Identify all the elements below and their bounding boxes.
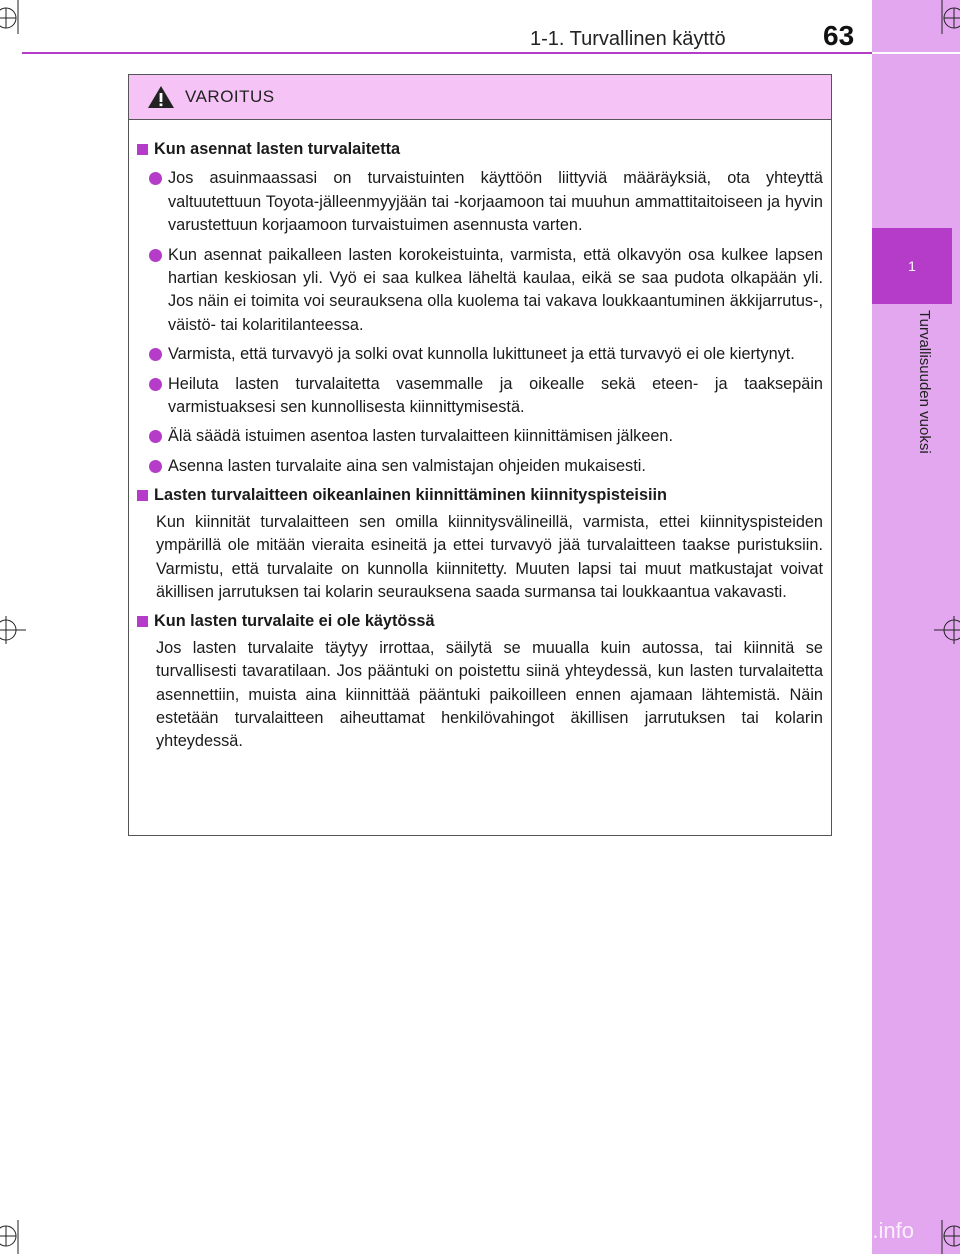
warning-title: VAROITUS xyxy=(185,87,275,106)
circle-bullet-icon xyxy=(149,378,162,391)
warning-box xyxy=(128,74,832,836)
list-item: Jos asuinmaassasi on turvaistuinten käyttöön liittyviä määräyksiä, ota yhteyttä valtuutettuun Toyota-jälleenmyyjään tai -korjaamoon tai muuhun ammattitaitoiseen ja hyvin varustettuun korjaamoon turvaistuimen asennusta varten. xyxy=(137,167,823,237)
circle-bullet-icon xyxy=(149,460,162,473)
square-bullet-icon xyxy=(137,616,148,627)
list-item: Varmista, että turvavyö ja solki ovat kunnolla lukittuneet ja että turvavyö ei ole kiertynyt. xyxy=(137,343,823,366)
circle-bullet-icon xyxy=(149,348,162,361)
warning-section xyxy=(137,138,823,478)
list-item: Älä säädä istuimen asentoa lasten turvalaitteen kiinnittämisen jälkeen. xyxy=(137,425,823,448)
square-bullet-icon xyxy=(137,144,148,155)
chapter-label: Turvallisuuden vuoksi xyxy=(916,310,933,454)
header-rule xyxy=(22,52,872,54)
circle-bullet-icon xyxy=(149,249,162,262)
list-item: Kun asennat paikalleen lasten korokeistuinta, varmista, että olkavyön osa kulkee lapsen hartian keskiosan yli. Vyö ei saa kulkea läheltä kaulaa, eikä se saa pudota olkapään yli. Jos näin ei toimita voi seurauksena olla kuolema tai vakava loukkaantuminen äkkijarrutus-, väistö- tai kolaritilanteessa. xyxy=(137,244,823,338)
crop-mark-icon xyxy=(930,600,960,660)
circle-bullet-icon xyxy=(149,430,162,443)
list-item: Heiluta lasten turvalaitetta vasemmalle ja oikealle sekä eteen- ja taaksepäin varmistuaksesi sen kunnollisesta kiinnittymisestä. xyxy=(137,373,823,420)
circle-bullet-icon xyxy=(149,172,162,185)
crop-mark-icon xyxy=(0,0,40,40)
section-heading: Kun asennat lasten turvalaitetta xyxy=(137,138,823,161)
watermark: carmanualsonline.info xyxy=(700,1218,915,1243)
warning-header xyxy=(129,75,831,120)
section-paragraph: Jos lasten turvalaite täytyy irrottaa, säilytä se muualla kuin autossa, tai kiinnitä se turvallisesti tavaratilaan. Jos pääntuki on poistettu siinä yhteydessä, kun lasten turvalaitetta asennettiin, muista aina kiinnittää pääntuki paikoilleen ennen ajamaan lähtemistä. Näin estetään turvalaitteen aiheuttamat henkilövahingot äkillisen jarrutuksen tai kolarin yhteydessä. xyxy=(156,638,823,751)
crop-mark-icon xyxy=(0,1200,40,1254)
page-number: 63 xyxy=(823,20,855,51)
list-item: Asenna lasten turvalaite aina sen valmistajan ohjeiden mukaisesti. xyxy=(137,455,823,478)
section-paragraph: Kun kiinnität turvalaitteen sen omilla kiinnitysvälineillä, varmista, ettei kiinnityspisteiden ympärillä ole mitään vieraita esineitä ja ettei turvavyö jää turvalaitteen taakse puristuksiin. Varmistu, että turvalaite on kunnolla kiinnitetty. Muuten lapsi tai muut matkustajat voivat äkillisen jarrutuksen tai kolarin seurauksena saada surmansa tai loukkaantua vakavasti. xyxy=(156,512,823,601)
crop-mark-icon xyxy=(920,0,960,40)
crop-mark-icon xyxy=(920,1200,960,1254)
section-heading: Kun lasten turvalaite ei ole käytössä xyxy=(137,610,823,633)
warning-triangle-icon xyxy=(147,85,175,109)
warning-section xyxy=(137,610,823,753)
warning-body xyxy=(129,120,831,754)
crop-mark-icon xyxy=(0,600,30,660)
warning-section xyxy=(137,484,823,604)
section-heading: Lasten turvalaitteen oikeanlainen kiinnittäminen kiinnityspisteisiin xyxy=(137,484,823,507)
square-bullet-icon xyxy=(137,490,148,501)
side-tab-divider xyxy=(872,52,960,54)
page-section-title: 1-1. Turvallinen käyttö xyxy=(530,28,726,50)
chapter-number: 1 xyxy=(872,228,952,304)
